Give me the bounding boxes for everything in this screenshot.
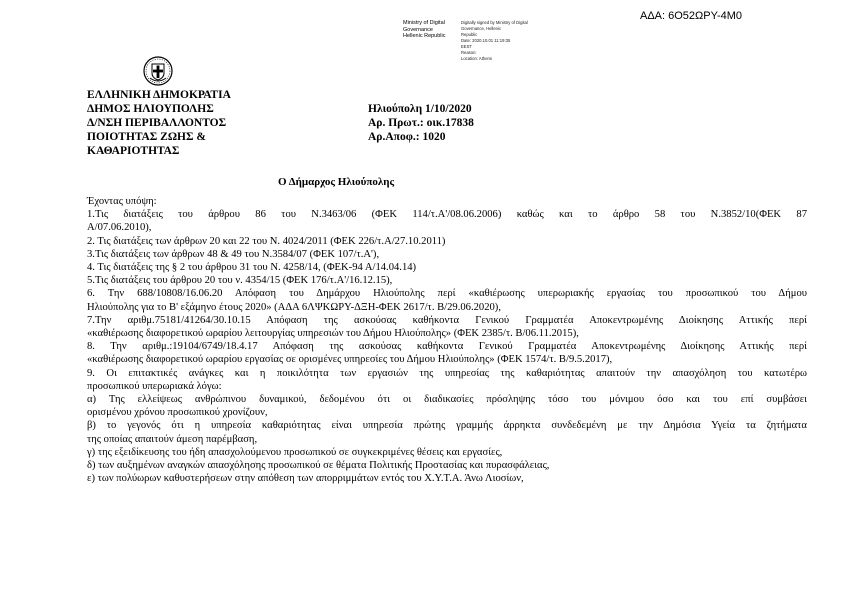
signature-detail-line: Date: 2020.10.01 11:19:35	[461, 38, 511, 43]
reference-decision-number: Αρ.Αποφ.: 1020	[368, 131, 446, 143]
signature-detail-line: Location: Athens	[461, 56, 492, 61]
reference-date: Ηλιούπολη 1/10/2020	[368, 103, 472, 115]
authority-line: ΚΑΘΑΡΙΟΤΗΤΑΣ	[87, 145, 180, 157]
body-line: ορισμένου χρόνου προσωπικού χρονίζουν,	[87, 407, 268, 419]
body-line: «καθιέρωσης διαφορετικού ωραρίου εργασίας σε ορισμένες υπηρεσίες του Δήμου Ηλιούπολης» (ΦΕΚ 1574/τ. Β/9.5.2017),	[87, 354, 613, 366]
greek-coat-of-arms-icon	[143, 56, 173, 86]
signature-detail-line: Republic	[461, 32, 478, 37]
body-line: 9. Οι επιτακτικές ανάγκες και η ποικιλότητα των εργασιών της υπηρεσίας της καθαριότητας απαιτούν την απασχόληση του κατωτέρω	[87, 367, 807, 379]
body-line: α) Της ελλείψεως ανθρώπινου δυναμικού, δεδομένου ότι οι διαδικασίες πρόσληψης τόσο του μόνιμου όσο και του επί συμβάσει	[87, 394, 807, 406]
authority-line: ΕΛΛΗΝΙΚΗ ΔΗΜΟΚΡΑΤΙΑ	[87, 89, 231, 101]
signature-issuer-line: Hellenic Republic	[403, 33, 446, 39]
body-line: Ηλιούπολης για το Β' εξάμηνο έτους 2020» (ΑΔΑ 6ΛΨΚΩΡΥ-ΔΞΗ-ΦΕΚ 2617/τ. Β/29.06.2020),	[87, 301, 501, 313]
document-reference	[368, 102, 474, 144]
body-line: 1.Τις διατάξεις του άρθρου 86 του Ν.3463/06 (ΦΕΚ 114/τ.Α'/08.06.2006) καθώς και το άρθρο 58 του Ν.3852/10(ΦΕΚ 87	[87, 209, 807, 221]
signature-detail-line: Governance, Hellenic	[461, 26, 502, 31]
authority-line: Δ/ΝΣΗ ΠΕΡΙΒΑΛΛΟΝΤΟΣ	[87, 117, 227, 129]
body-line: 4. Τις διατάξεις της § 2 του άρθρου 31 του Ν. 4258/14, (ΦΕΚ-94 Α/14.04.14)	[87, 262, 417, 274]
body-line: 6. Την 688/10808/16.06.20 Απόφαση του Δημάρχου Ηλιούπολης περί «καθιέρωσης υπερωριακής εργασίας του προσωπικού του Δήμου	[87, 288, 807, 300]
body-line: Α/07.06.2010),	[87, 222, 152, 234]
authority-line: ΔΗΜΟΣ ΗΛΙΟΥΠΟΛΗΣ	[87, 103, 214, 115]
body-line: Έχοντας υπόψη:	[87, 196, 157, 207]
body-line: προσωπικού υπερωριακά λόγω:	[87, 380, 222, 392]
body-line: 8. Την αριθμ.:19104/6749/18.4.17 Απόφαση της ασκούσας καθήκοντα Γενικού Γραμματέα Αποκεντρωμένης Διοίκησης Αττικής περί	[87, 341, 807, 353]
signature-detail-line: EEST	[461, 44, 472, 49]
body-line: 2. Τις διατάξεις των άρθρων 20 και 22 του Ν. 4024/2011 (ΦΕΚ 226/τ.Α/27.10.2011)	[87, 235, 446, 247]
body-line: 7.Την αριθμ.75181/41264/30.10.15 Απόφαση της ασκούσας καθήκοντα Γενικού Γραμματέα Αποκεντρωμένης Διοίκησης Αττικής περί	[87, 314, 807, 326]
ada-code: ΑΔΑ: 6Ο52ΩΡΥ-4Μ0	[640, 10, 743, 22]
body-line: της οποίας απαιτούν άμεση παρέμβαση,	[87, 433, 258, 445]
body-line: 5.Τις διατάξεις του άρθρου 20 του ν. 4354/15 (ΦΕΚ 176/τ.Α'/16.12.15),	[87, 275, 393, 287]
digital-signature-details	[461, 20, 528, 62]
signature-issuer-line: Governance	[403, 26, 433, 33]
document-title: Ο Δήμαρχος Ηλιούπολης	[278, 176, 395, 188]
signature-issuer-line: Ministry of Digital	[403, 20, 445, 26]
body-line: «καθιέρωσης διαφορετικού ωραρίου λειτουργίας υπηρεσιών του Δήμου Ηλιούπολης» (ΦΕΚ 2385/τ. Β/06.11.2015),	[87, 328, 579, 340]
body-line: 3.Τις διατάξεις των άρθρων 48 & 49 του Ν.3584/07 (ΦΕΚ 107/τ.Α'),	[87, 248, 380, 260]
body-line: ε) των πολύωρων καθυστερήσεων στην απόθεση των απορριμμάτων εντός του Χ.Υ.Τ.Α. Άνω Λιοσίων,	[87, 473, 524, 485]
body-line: γ) της εξειδίκευσης του ήδη απασχολούμενου προσωπικού σε συγκεκριμένες θέσεις και εργασίες,	[87, 446, 503, 458]
signature-detail-line: Digitally signed by Ministry of Digital	[461, 20, 528, 25]
signature-detail-line: Reason:	[461, 50, 477, 55]
digital-signature-issuer	[403, 20, 446, 40]
document-body	[87, 195, 807, 485]
authority-line: ΠΟΙΟΤΗΤΑΣ ΖΩΗΣ &	[87, 131, 206, 143]
body-line: β) το γεγονός ότι η υπηρεσία καθαριότητας είναι υπηρεσία πρώτης γραμμής άρρηκτα συνδεδεμένη με την Δημόσια Υγεία τα ζητήματα	[87, 420, 807, 432]
reference-protocol-number: Αρ. Πρωτ.: οικ.17838	[368, 117, 474, 129]
body-line: δ) των αυξημένων αναγκών απασχόλησης προσωπικού σε θέματα Πολιτικής Προστασίας και πυρασφάλειας,	[87, 460, 550, 472]
issuing-authority	[87, 88, 231, 158]
